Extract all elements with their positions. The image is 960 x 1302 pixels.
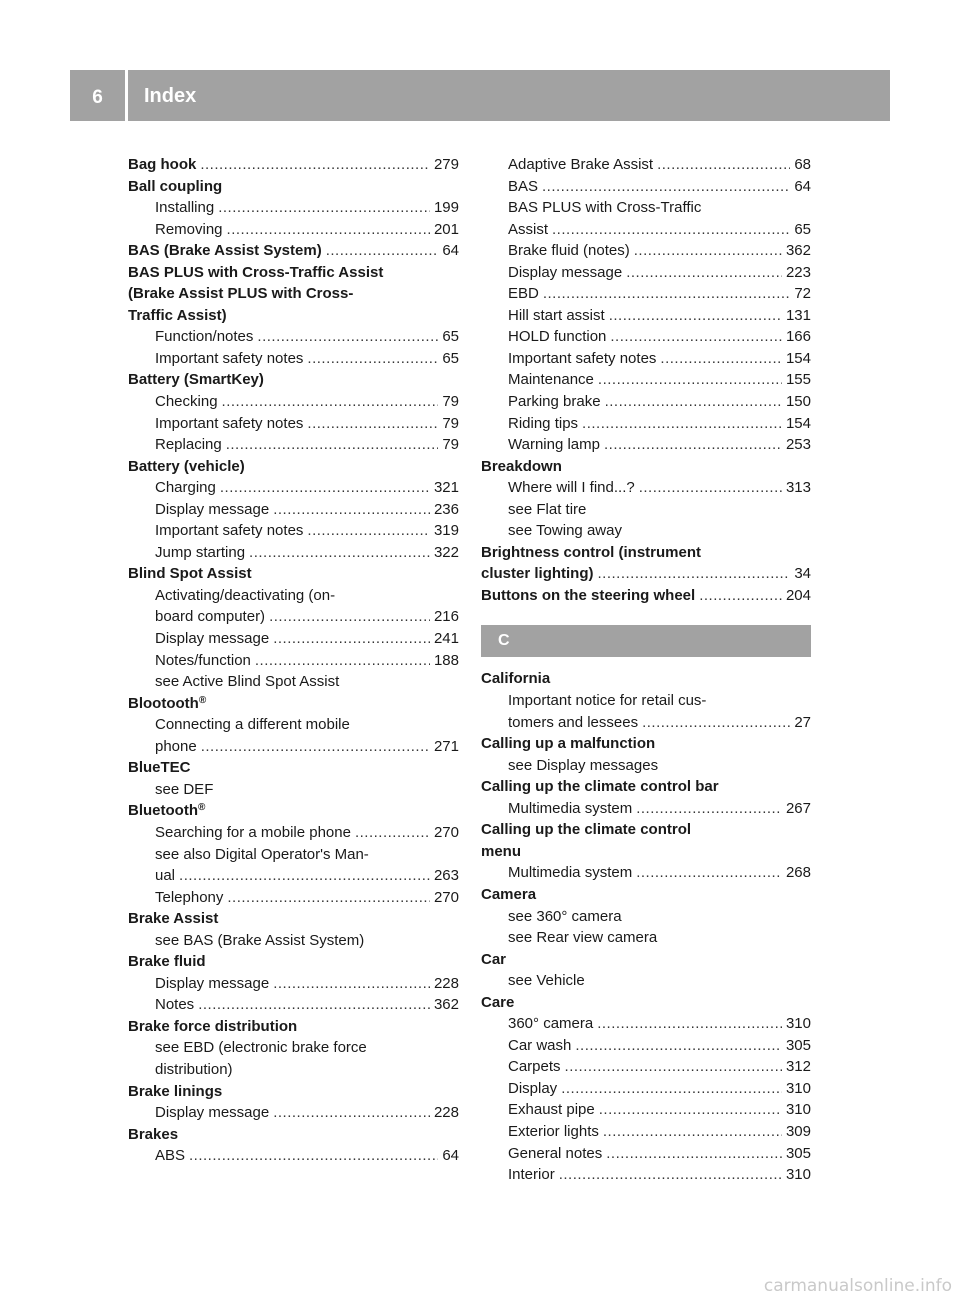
leader-dots	[636, 862, 782, 884]
leader-dots	[610, 326, 782, 348]
index-heading	[481, 841, 811, 863]
page-ref: 201	[433, 220, 459, 238]
entry-text: (Brake Assist PLUS with Cross-	[128, 285, 354, 303]
leader-dots	[598, 369, 782, 391]
entry-text: Battery (vehicle)	[128, 457, 245, 475]
page-ref: 34	[794, 565, 811, 583]
index-entry	[481, 326, 811, 348]
entry-text: Connecting a different mobile	[155, 716, 350, 734]
page-ref: 310	[785, 1079, 811, 1097]
index-entry	[128, 585, 459, 607]
index-entry	[481, 348, 811, 370]
leader-dots	[543, 283, 790, 305]
index-entry	[481, 391, 811, 413]
index-entry	[481, 927, 811, 949]
index-entry	[128, 671, 459, 693]
page-ref: 236	[433, 500, 459, 518]
entry-text: Function/notes	[155, 328, 254, 346]
index-entry	[128, 219, 459, 241]
leader-dots	[307, 520, 430, 542]
index-entry	[128, 1037, 459, 1059]
entry-text: Notes/function	[155, 651, 251, 669]
index-heading	[481, 585, 811, 607]
page-ref: 79	[442, 414, 459, 432]
index-entry	[481, 176, 811, 198]
index-heading	[481, 949, 811, 971]
index-heading	[128, 1081, 459, 1103]
index-entry	[481, 1013, 811, 1035]
entry-text: Buttons on the steering wheel	[481, 586, 696, 604]
index-entry	[481, 369, 811, 391]
page-number: 6	[92, 86, 103, 108]
section-letter-bar: C	[481, 625, 811, 657]
page-ref: 154	[785, 349, 811, 367]
index-heading	[128, 908, 459, 930]
leader-dots	[249, 542, 430, 564]
index-heading	[481, 733, 811, 755]
watermark: carmanualsonline.info	[763, 1276, 952, 1296]
leader-dots	[599, 1099, 782, 1121]
entry-text: Charging	[155, 479, 216, 497]
page-ref: 216	[433, 608, 459, 626]
index-entry	[481, 798, 811, 820]
leader-dots	[552, 219, 790, 241]
index-heading	[128, 757, 459, 779]
entry-text: Riding tips	[508, 414, 579, 432]
page-ref: 228	[433, 1104, 459, 1122]
index-entry	[481, 413, 811, 435]
leader-dots	[355, 822, 430, 844]
page-ref: 305	[785, 1036, 811, 1054]
index-entry	[481, 499, 811, 521]
entry-text: BAS (Brake Assist System)	[128, 242, 322, 260]
index-heading	[128, 1124, 459, 1146]
index-heading	[481, 456, 811, 478]
index-entry	[481, 434, 811, 456]
leader-dots	[307, 348, 438, 370]
entry-text: Display message	[508, 263, 623, 281]
page-header	[70, 70, 890, 121]
index-heading	[128, 262, 459, 284]
index-entry	[128, 348, 459, 370]
page-ref: 321	[433, 479, 459, 497]
entry-text: Hill start assist	[508, 306, 605, 324]
page-ref: 305	[785, 1144, 811, 1162]
page-ref: 166	[785, 328, 811, 346]
entry-text: distribution)	[155, 1060, 233, 1078]
leader-dots	[307, 413, 438, 435]
page-ref: 72	[794, 285, 811, 303]
entry-text: Checking	[155, 393, 218, 411]
entry-text: see DEF	[155, 780, 214, 798]
leader-dots	[634, 240, 782, 262]
page-ref: 150	[785, 393, 811, 411]
leader-dots	[657, 154, 790, 176]
page-ref: 313	[785, 479, 811, 497]
entry-text: Important notice for retail cus-	[508, 692, 707, 710]
index-entry	[128, 413, 459, 435]
page-title: Index	[144, 85, 197, 107]
page-ref: 228	[433, 974, 459, 992]
entry-text: Activating/deactivating (on-	[155, 586, 336, 604]
leader-dots	[198, 994, 430, 1016]
index-entry	[128, 434, 459, 456]
index-entry	[128, 197, 459, 219]
leader-dots	[605, 391, 782, 413]
entry-text: Important safety notes	[508, 349, 657, 367]
index-entry	[481, 755, 811, 777]
entry-text: Display	[508, 1079, 558, 1097]
page-ref: 270	[433, 888, 459, 906]
index-heading	[128, 369, 459, 391]
index-entry	[481, 305, 811, 327]
index-heading	[128, 456, 459, 478]
index-entry	[128, 994, 459, 1016]
entry-text: Display message	[155, 500, 270, 518]
page-ref: 68	[794, 156, 811, 173]
entry-text: Multimedia system	[508, 864, 633, 882]
leader-dots	[542, 176, 790, 198]
page-ref: 362	[433, 996, 459, 1014]
page-ref: 241	[433, 630, 459, 648]
leader-dots	[639, 477, 782, 499]
entry-text: Display message	[155, 974, 270, 992]
index-entry	[481, 1164, 811, 1186]
page-ref: 79	[442, 436, 459, 454]
page-ref: 310	[785, 1101, 811, 1119]
index-heading	[481, 776, 811, 798]
leader-dots	[604, 434, 782, 456]
index-entry	[481, 1035, 811, 1057]
leader-dots	[255, 650, 430, 672]
leader-dots	[326, 240, 439, 262]
page-ref: 79	[442, 393, 459, 411]
leader-dots	[269, 606, 430, 628]
index-heading	[128, 176, 459, 198]
entry-text: Carpets	[508, 1058, 561, 1076]
page-ref: 154	[785, 414, 811, 432]
index-entry	[128, 865, 459, 887]
page-ref: 155	[785, 371, 811, 389]
index-entry	[128, 628, 459, 650]
entry-text: Car wash	[508, 1036, 572, 1054]
page-ref: 268	[785, 864, 811, 882]
index-entry	[128, 844, 459, 866]
index-heading	[481, 884, 811, 906]
entry-text: Calling up a malfunction	[481, 735, 656, 753]
page-ref: 27	[794, 713, 811, 731]
entry-text: Warning lamp	[508, 436, 600, 454]
entry-text: California	[481, 670, 551, 688]
entry-text: see Active Blind Spot Assist	[155, 673, 340, 691]
index-list-c	[481, 668, 811, 1185]
index-entry	[481, 154, 811, 176]
entry-text: Jump starting	[155, 543, 246, 561]
entry-text: General notes	[508, 1144, 603, 1162]
entry-text: see Vehicle	[508, 972, 585, 990]
entry-text: BAS PLUS with Cross-Traffic Assist	[128, 263, 384, 281]
leader-dots	[273, 973, 430, 995]
leader-dots	[273, 628, 430, 650]
page-ref: 310	[785, 1166, 811, 1184]
entry-text: Display message	[155, 630, 270, 648]
entry-text: Calling up the climate control bar	[481, 778, 719, 796]
leader-dots	[642, 712, 790, 734]
entry-text: Ball coupling	[128, 177, 223, 195]
index-entry	[128, 736, 459, 758]
registered-mark: ®	[198, 694, 207, 706]
entry-text: Where will I find...?	[508, 479, 635, 497]
leader-dots	[559, 1164, 782, 1186]
entry-text: phone	[155, 737, 197, 755]
entry-text: see BAS (Brake Assist System)	[155, 931, 365, 949]
leader-dots	[227, 219, 430, 241]
entry-text: BAS PLUS with Cross-Traffic	[508, 199, 702, 217]
page-ref: 65	[442, 349, 459, 367]
index-entry	[481, 477, 811, 499]
entry-text: Display message	[155, 1104, 270, 1122]
index-entry	[481, 906, 811, 928]
page-ref: 270	[433, 823, 459, 841]
page-ref: 312	[785, 1058, 811, 1076]
entry-text: Adaptive Brake Assist	[508, 156, 654, 173]
entry-text: Searching for a mobile phone	[155, 823, 351, 841]
leader-dots	[626, 262, 782, 284]
entry-text: 360° camera	[508, 1015, 594, 1033]
index-heading	[481, 668, 811, 690]
leader-dots	[575, 1035, 782, 1057]
entry-text: BlueTEC	[128, 759, 191, 777]
index-entry	[128, 542, 459, 564]
leader-dots	[565, 1056, 782, 1078]
page-ref: 279	[433, 156, 459, 173]
index-list-b-continued	[481, 154, 811, 606]
leader-dots	[636, 798, 782, 820]
entry-text: see Display messages	[508, 756, 659, 774]
entry-text: Brake fluid	[128, 953, 206, 971]
entry-text: Assist	[508, 220, 549, 238]
page-ref: 64	[442, 242, 459, 260]
index-heading	[481, 819, 811, 841]
index-entry	[481, 1143, 811, 1165]
index-entry	[128, 1145, 459, 1167]
entry-text: Notes	[155, 996, 195, 1014]
page-ref: 319	[433, 522, 459, 540]
index-heading	[128, 283, 459, 305]
index-heading	[481, 542, 811, 564]
page-ref: 64	[794, 177, 811, 195]
page-ref: 263	[433, 867, 459, 885]
entry-text: Important safety notes	[155, 349, 304, 367]
leader-dots	[220, 477, 430, 499]
entry-text: Exterior lights	[508, 1122, 599, 1140]
entry-text: Brightness control (instrument	[481, 543, 702, 561]
entry-text: Brake Assist	[128, 910, 219, 928]
entry-text: Bluetooth	[128, 802, 198, 820]
index-entry	[481, 862, 811, 884]
entry-text: Installing	[155, 199, 215, 217]
index-entry	[128, 973, 459, 995]
index-entry	[481, 690, 811, 712]
page-ref: 188	[433, 651, 459, 669]
entry-text: Multimedia system	[508, 799, 633, 817]
index-entry	[128, 650, 459, 672]
index-heading	[128, 693, 459, 715]
entry-text: Important safety notes	[155, 414, 304, 432]
leader-dots	[598, 563, 791, 585]
index-heading	[128, 154, 459, 176]
leader-dots	[218, 197, 430, 219]
entry-text: Calling up the climate control	[481, 821, 692, 839]
page-ref: 65	[442, 328, 459, 346]
entry-text: see 360° camera	[508, 907, 622, 925]
entry-text: see EBD (electronic brake force	[155, 1039, 367, 1057]
index-entry	[481, 1121, 811, 1143]
entry-text: Removing	[155, 220, 223, 238]
entry-text: Parking brake	[508, 393, 601, 411]
entry-text: Bag hook	[128, 156, 197, 173]
leader-dots	[201, 736, 430, 758]
entry-text: see Towing away	[508, 522, 622, 540]
index-entry	[128, 520, 459, 542]
index-entry	[128, 499, 459, 521]
index-heading	[128, 800, 459, 822]
index-entry	[128, 1102, 459, 1124]
entry-text: Care	[481, 993, 515, 1011]
entry-text: menu	[481, 842, 522, 860]
leader-dots	[606, 1143, 782, 1165]
entry-text: Breakdown	[481, 457, 562, 475]
index-heading	[481, 563, 811, 585]
page-ref: 362	[785, 242, 811, 260]
leader-dots	[609, 305, 782, 327]
page-ref: 64	[442, 1147, 459, 1165]
index-entry	[128, 822, 459, 844]
index-entry	[481, 712, 811, 734]
index-entry	[128, 779, 459, 801]
index-heading	[128, 240, 459, 262]
entry-text: Blind Spot Assist	[128, 565, 252, 583]
leader-dots	[699, 585, 782, 607]
index-heading	[128, 951, 459, 973]
index-entry	[128, 930, 459, 952]
entry-text: Replacing	[155, 436, 222, 454]
page-ref: 253	[785, 436, 811, 454]
entry-text: HOLD function	[508, 328, 607, 346]
page-ref: 309	[785, 1122, 811, 1140]
page-ref: 204	[785, 586, 811, 604]
entry-text: EBD	[508, 285, 539, 303]
index-entry	[128, 477, 459, 499]
registered-mark: ®	[197, 802, 206, 814]
entry-text: Battery (SmartKey)	[128, 371, 264, 389]
entry-text: Important safety notes	[155, 522, 304, 540]
index-entry	[481, 1099, 811, 1121]
leader-dots	[561, 1078, 782, 1100]
leader-dots	[226, 434, 439, 456]
entry-text: see Rear view camera	[508, 929, 658, 947]
leader-dots	[189, 1145, 438, 1167]
entry-text: board computer)	[155, 608, 266, 626]
index-entry	[128, 714, 459, 736]
index-heading	[128, 563, 459, 585]
page-ref: 65	[794, 220, 811, 238]
entry-text: Exhaust pipe	[508, 1101, 595, 1119]
entry-text: see Flat tire	[508, 500, 587, 518]
leader-dots	[273, 1102, 430, 1124]
entry-text: BAS	[508, 177, 539, 195]
leader-dots	[179, 865, 430, 887]
index-entry	[481, 197, 811, 219]
leader-dots	[227, 887, 430, 909]
index-entry	[481, 520, 811, 542]
index-entry	[481, 240, 811, 262]
entry-text: see also Digital Operator's Man-	[155, 845, 369, 863]
index-entry	[128, 1059, 459, 1081]
entry-text: Telephony	[155, 888, 224, 906]
entry-text: Interior	[508, 1166, 555, 1184]
index-entry	[481, 970, 811, 992]
index-heading	[481, 992, 811, 1014]
index-entry	[128, 326, 459, 348]
entry-text: Brakes	[128, 1125, 179, 1143]
index-entry	[128, 887, 459, 909]
entry-text: Camera	[481, 885, 537, 903]
index-entry	[481, 262, 811, 284]
entry-text: tomers and lessees	[508, 713, 639, 731]
entry-text: Brake linings	[128, 1082, 223, 1100]
page-ref: 310	[785, 1015, 811, 1033]
page-ref: 271	[433, 737, 459, 755]
index-column-left	[128, 154, 459, 1167]
leader-dots	[603, 1121, 782, 1143]
page-ref: 131	[785, 306, 811, 324]
page-ref: 322	[433, 543, 459, 561]
index-heading	[128, 1016, 459, 1038]
page-ref: 223	[785, 263, 811, 281]
index-entry	[481, 1056, 811, 1078]
index-column-right	[481, 154, 811, 1186]
index-entry	[128, 606, 459, 628]
entry-text: Car	[481, 950, 507, 968]
index-heading	[128, 305, 459, 327]
page-ref: 267	[785, 799, 811, 817]
index-entry	[128, 391, 459, 413]
entry-text: Traffic Assist)	[128, 306, 227, 324]
index-entry	[481, 283, 811, 305]
entry-text: Blootooth	[128, 694, 199, 712]
leader-dots	[273, 499, 430, 521]
index-entry	[481, 219, 811, 241]
entry-text: ABS	[155, 1147, 186, 1165]
leader-dots	[597, 1013, 782, 1035]
leader-dots	[660, 348, 782, 370]
entry-text: Maintenance	[508, 371, 594, 389]
leader-dots	[257, 326, 438, 348]
entry-text: cluster lighting)	[481, 565, 594, 583]
leader-dots	[582, 413, 782, 435]
index-entry	[481, 1078, 811, 1100]
entry-text: Brake force distribution	[128, 1017, 298, 1035]
entry-text: Brake fluid (notes)	[508, 242, 630, 260]
leader-dots	[200, 154, 430, 176]
page-ref: 199	[433, 199, 459, 217]
entry-text: ual	[155, 867, 176, 885]
leader-dots	[222, 391, 439, 413]
